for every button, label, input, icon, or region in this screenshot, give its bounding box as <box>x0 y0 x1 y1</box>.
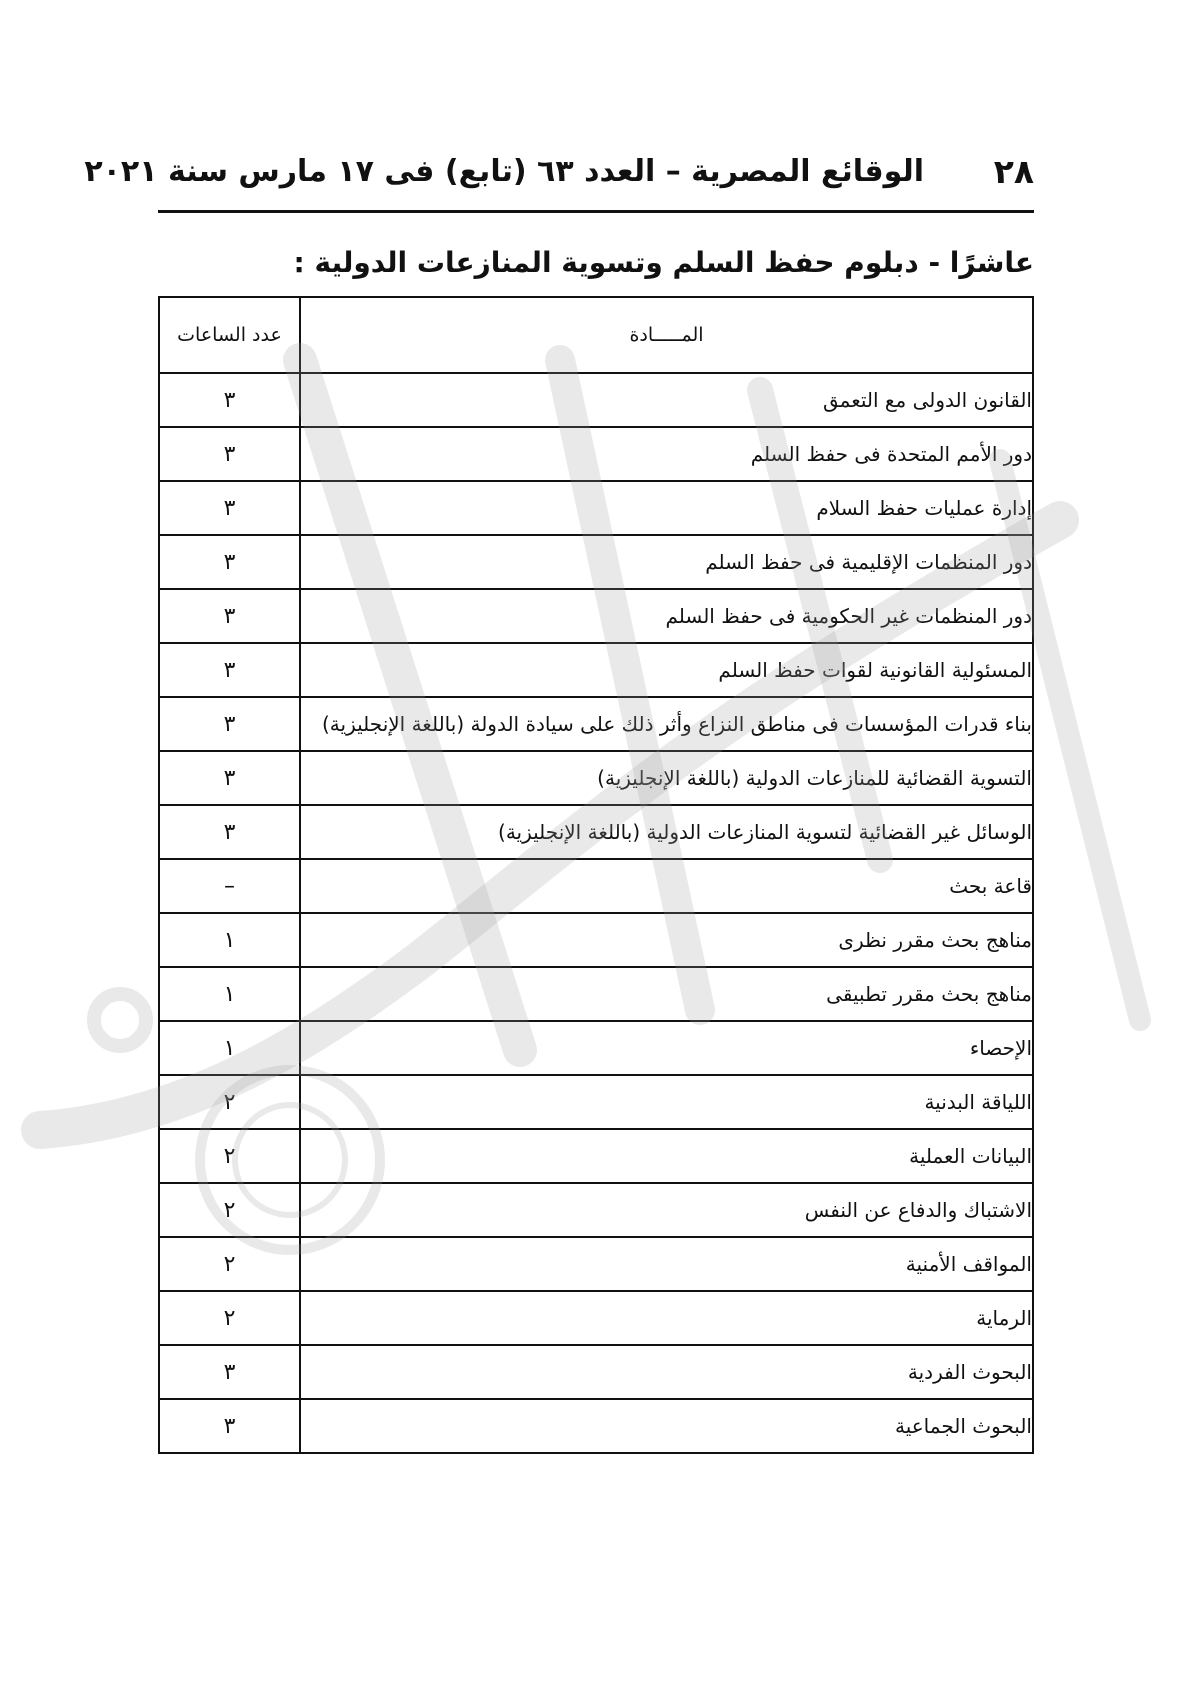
table-row <box>159 697 1033 751</box>
table-row <box>159 751 1033 805</box>
course-hours: ٣ <box>159 373 300 427</box>
gazette-issue-line: الوقائع المصرية – العدد ٦٣ (تابع) فى ١٧ مارس سنة ٢٠٢١ <box>84 154 924 189</box>
course-hours: ١ <box>159 1021 300 1075</box>
course-subject: دور المنظمات الإقليمية فى حفظ السلم <box>300 535 1033 589</box>
page-number: ٢٨ <box>993 152 1034 191</box>
course-subject: الإحصاء <box>300 1021 1033 1075</box>
course-subject: إدارة عمليات حفظ السلام <box>300 481 1033 535</box>
table-row <box>159 1021 1033 1075</box>
table-row <box>159 643 1033 697</box>
table-row <box>159 1399 1033 1453</box>
header-divider <box>158 210 1034 213</box>
course-hours: – <box>159 859 300 913</box>
table-row <box>159 481 1033 535</box>
subject-column-header: المـــــادة <box>300 297 1033 373</box>
table-row <box>159 373 1033 427</box>
table-header-row <box>159 297 1033 373</box>
course-hours: ٢ <box>159 1291 300 1345</box>
table-row <box>159 1129 1033 1183</box>
course-hours: ٢ <box>159 1183 300 1237</box>
course-subject: دور الأمم المتحدة فى حفظ السلم <box>300 427 1033 481</box>
course-subject: بناء قدرات المؤسسات فى مناطق النزاع وأثر ذلك على سيادة الدولة (باللغة الإنجليزية) <box>300 697 1033 751</box>
course-subject: القانون الدولى مع التعمق <box>300 373 1033 427</box>
course-subject: قاعة بحث <box>300 859 1033 913</box>
table-row <box>159 1237 1033 1291</box>
course-hours: ٢ <box>159 1237 300 1291</box>
course-hours: ٣ <box>159 589 300 643</box>
section-title: عاشرًا - دبلوم حفظ السلم وتسوية المنازعات الدولية : <box>293 246 1034 279</box>
table-row <box>159 913 1033 967</box>
course-hours: ٣ <box>159 427 300 481</box>
course-hours: ٣ <box>159 805 300 859</box>
table-row <box>159 1345 1033 1399</box>
course-hours: ٣ <box>159 751 300 805</box>
table-row <box>159 859 1033 913</box>
course-subject: البيانات العملية <box>300 1129 1033 1183</box>
table-row <box>159 589 1033 643</box>
course-subject: الاشتباك والدفاع عن النفس <box>300 1183 1033 1237</box>
table-row <box>159 967 1033 1021</box>
course-subject: الرماية <box>300 1291 1033 1345</box>
course-hours: ٣ <box>159 643 300 697</box>
table-row <box>159 1075 1033 1129</box>
course-hours: ١ <box>159 913 300 967</box>
course-subject: مناهج بحث مقرر تطبيقى <box>300 967 1033 1021</box>
table-row <box>159 1291 1033 1345</box>
course-hours: ٣ <box>159 535 300 589</box>
table-row <box>159 805 1033 859</box>
course-subject: مناهج بحث مقرر نظرى <box>300 913 1033 967</box>
course-hours: ١ <box>159 967 300 1021</box>
page-header <box>84 148 1034 204</box>
course-hours: ٣ <box>159 1399 300 1453</box>
course-hours: ٣ <box>159 697 300 751</box>
course-hours: ٣ <box>159 481 300 535</box>
course-subject: البحوث الفردية <box>300 1345 1033 1399</box>
table-row <box>159 1183 1033 1237</box>
table-row <box>159 535 1033 589</box>
course-hours: ٢ <box>159 1129 300 1183</box>
table-row <box>159 427 1033 481</box>
courses-table <box>158 296 1034 1454</box>
course-hours: ٢ <box>159 1075 300 1129</box>
course-subject: التسوية القضائية للمنازعات الدولية (باللغة الإنجليزية) <box>300 751 1033 805</box>
course-hours: ٣ <box>159 1345 300 1399</box>
course-subject: اللياقة البدنية <box>300 1075 1033 1129</box>
course-subject: الوسائل غير القضائية لتسوية المنازعات الدولية (باللغة الإنجليزية) <box>300 805 1033 859</box>
course-subject: المسئولية القانونية لقوات حفظ السلم <box>300 643 1033 697</box>
course-subject: دور المنظمات غير الحكومية فى حفظ السلم <box>300 589 1033 643</box>
course-subject: المواقف الأمنية <box>300 1237 1033 1291</box>
hours-column-header: عدد الساعات <box>159 297 300 373</box>
course-subject: البحوث الجماعية <box>300 1399 1033 1453</box>
